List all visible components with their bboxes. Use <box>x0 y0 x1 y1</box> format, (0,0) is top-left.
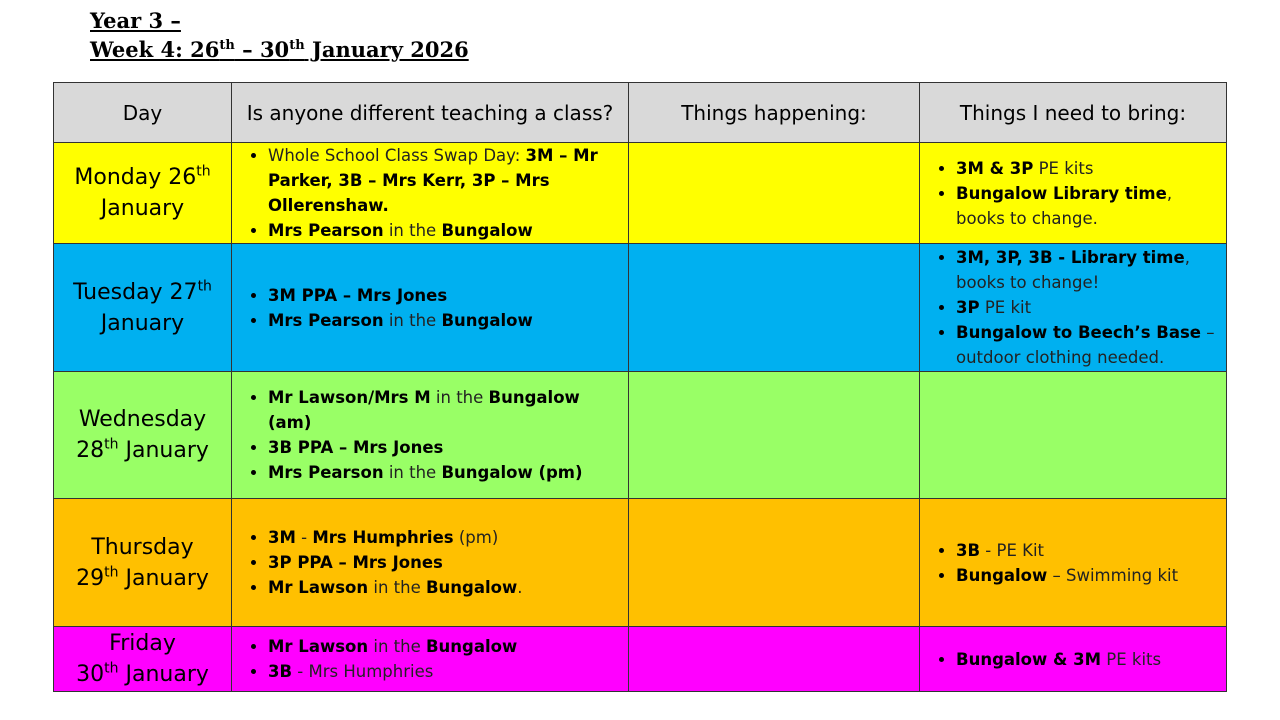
bring-item <box>956 320 1220 370</box>
teaching-text: in the <box>368 578 426 597</box>
title-month-year: January 2026 <box>304 37 469 62</box>
bring-text: 3M, 3P, 3B - Library time <box>956 248 1185 267</box>
teaching-text: Mr Lawson <box>268 637 369 656</box>
teaching-text: Mrs Pearson <box>268 463 384 482</box>
teaching-text: in the <box>383 310 442 330</box>
teaching-text: in the <box>430 388 489 407</box>
day-row <box>54 627 1227 692</box>
bring-text: PE kit <box>979 298 1032 317</box>
bring-item <box>956 647 1220 672</box>
document-title <box>90 6 469 64</box>
header-day: Day <box>54 83 232 143</box>
teaching-cell <box>232 244 629 372</box>
bring-text: – outdoor clothing needed. <box>956 323 1215 367</box>
title-line-2 <box>90 35 469 64</box>
bring-text: , books to change! <box>956 248 1190 292</box>
bring-text: Bungalow Library time <box>956 183 1167 203</box>
teaching-text: 3B <box>268 662 293 681</box>
teaching-item <box>268 143 622 218</box>
bring-item <box>956 563 1220 588</box>
teaching-cell <box>232 372 629 499</box>
teaching-text: Bungalow (am) <box>268 388 580 432</box>
bring-item <box>956 181 1220 231</box>
happening-cell <box>629 244 920 372</box>
bring-item <box>956 245 1220 295</box>
teaching-text: Mrs Humphries <box>312 528 454 547</box>
teaching-cell <box>232 499 629 627</box>
day-sup: th <box>197 278 212 295</box>
title-line-1: Year 3 – <box>90 8 181 33</box>
day-sup: th <box>104 436 119 453</box>
bring-item <box>956 295 1220 320</box>
day-date: 28 <box>76 438 105 463</box>
teaching-text: 3M – Mr Parker, 3B – Mrs Kerr, 3P – Mrs Ollerenshaw. <box>268 146 598 215</box>
teaching-item <box>268 218 622 243</box>
bring-text: Bungalow to Beech’s Base <box>956 323 1202 342</box>
day-month: January <box>118 662 209 687</box>
bring-text: PE kits <box>1101 649 1162 669</box>
bring-list <box>920 538 1226 588</box>
teaching-text: - <box>295 528 313 547</box>
title-week-start: Week 4: 26 <box>90 37 220 62</box>
teaching-text: Whole School Class Swap Day: <box>268 146 526 165</box>
teaching-item <box>268 308 622 333</box>
teaching-list <box>232 525 628 600</box>
teaching-text: Bungalow <box>425 637 518 656</box>
day-row <box>54 499 1227 627</box>
happening-cell <box>629 372 920 499</box>
day-date: 29 <box>76 565 105 591</box>
teaching-item <box>268 460 622 485</box>
teaching-text: Bungalow (pm) <box>441 463 583 482</box>
teaching-text: . <box>517 578 523 597</box>
teaching-item <box>268 435 622 460</box>
teaching-text: Bungalow <box>441 221 533 240</box>
header-bring: Things I need to bring: <box>920 83 1227 143</box>
day-name: Friday <box>109 631 176 656</box>
day-name: Thursday <box>91 534 194 560</box>
title-week-end: – 30 <box>234 37 290 62</box>
day-date: January <box>100 196 185 221</box>
bring-text: , books to change. <box>956 183 1173 228</box>
title-sup: th <box>289 38 305 53</box>
teaching-text: Bungalow <box>441 310 533 330</box>
day-sup: th <box>196 163 211 180</box>
bring-item <box>956 156 1220 181</box>
bring-text: 3B <box>956 540 981 560</box>
bring-list <box>920 156 1226 231</box>
day-cell <box>54 244 232 372</box>
header-happening: Things happening: <box>629 83 920 143</box>
teaching-text: Bungalow <box>425 578 518 597</box>
teaching-list <box>232 634 628 684</box>
day-month: January <box>118 565 209 591</box>
teaching-list <box>232 143 628 243</box>
teaching-text: Mrs Pearson <box>268 310 384 330</box>
day-date: January <box>100 310 185 336</box>
day-date: 30 <box>76 662 105 687</box>
teaching-text: in the <box>383 221 442 240</box>
happening-cell <box>629 499 920 627</box>
bring-list <box>920 647 1226 672</box>
teaching-list <box>232 283 628 333</box>
teaching-item <box>268 283 622 308</box>
bring-text: PE kits <box>1033 158 1094 178</box>
day-cell <box>54 499 232 627</box>
day-sup: th <box>104 564 119 581</box>
teaching-text: 3P PPA – Mrs Jones <box>268 553 443 572</box>
bring-cell <box>920 499 1227 627</box>
teaching-text: in the <box>368 637 426 656</box>
bring-cell <box>920 143 1227 244</box>
teaching-item <box>268 385 622 435</box>
bring-text: – Swimming kit <box>1047 565 1179 585</box>
teaching-text: Mr Lawson <box>268 578 369 597</box>
bring-list <box>920 245 1226 370</box>
day-row <box>54 372 1227 499</box>
day-month: January <box>118 438 209 463</box>
teaching-text: 3M <box>268 528 296 547</box>
teaching-text: in the <box>383 463 442 482</box>
day-cell <box>54 143 232 244</box>
day-name: Wednesday <box>78 407 207 432</box>
day-cell <box>54 372 232 499</box>
teaching-item <box>268 550 622 575</box>
teaching-text: 3B PPA – Mrs Jones <box>268 438 444 457</box>
bring-text: Bungalow <box>956 565 1048 585</box>
day-row <box>54 143 1227 244</box>
happening-cell <box>629 627 920 692</box>
happening-cell <box>629 143 920 244</box>
teaching-list <box>232 385 628 485</box>
teaching-item <box>268 659 622 684</box>
bring-text: 3M & 3P <box>956 158 1034 178</box>
teaching-text: Mr Lawson/Mrs M <box>268 388 431 407</box>
teaching-item <box>268 525 622 550</box>
teaching-text: (pm) <box>453 528 499 547</box>
bring-item <box>956 538 1220 563</box>
teaching-cell <box>232 143 629 244</box>
bring-text: - PE Kit <box>980 540 1044 560</box>
bring-text: Bungalow & 3M <box>956 649 1102 669</box>
teaching-text: 3M PPA – Mrs Jones <box>268 285 448 305</box>
title-sup: th <box>219 38 235 53</box>
header-teaching: Is anyone different teaching a class? <box>232 83 629 143</box>
bring-cell <box>920 244 1227 372</box>
teaching-text: Mrs Pearson <box>268 221 384 240</box>
day-sup: th <box>104 660 119 677</box>
day-name: Tuesday 27 <box>73 279 198 305</box>
bring-cell <box>920 627 1227 692</box>
teaching-item <box>268 575 622 600</box>
day-row <box>54 244 1227 372</box>
teaching-text: - Mrs Humphries <box>292 662 434 681</box>
day-cell <box>54 627 232 692</box>
weekly-schedule-table <box>53 82 1227 692</box>
bring-text: 3P <box>956 298 980 317</box>
header-row <box>54 83 1227 143</box>
teaching-cell <box>232 627 629 692</box>
bring-cell <box>920 372 1227 499</box>
day-name: Monday 26 <box>74 165 197 190</box>
teaching-item <box>268 634 622 659</box>
